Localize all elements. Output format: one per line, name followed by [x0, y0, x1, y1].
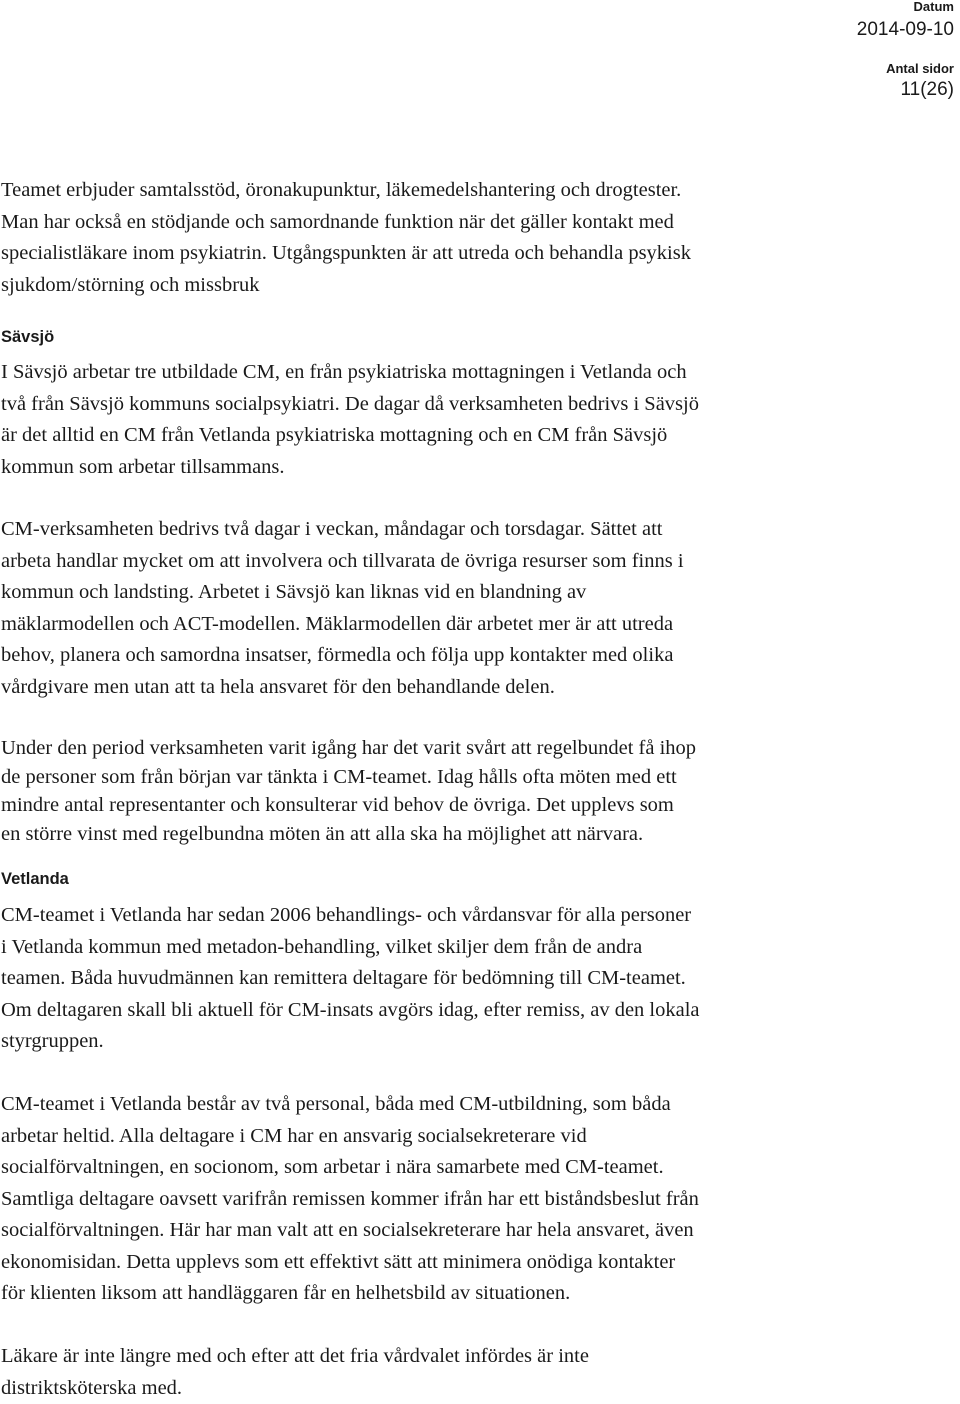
page-count-block [886, 62, 954, 99]
text-line: en större vinst med regelbundna möten än att alla ska ha möjlighet att närvara. [1, 820, 951, 849]
paragraph-vetlanda-doctors [1, 1341, 951, 1404]
text-line: Man har också en stödjande och samordnande funktion när det gäller kontakt med [1, 207, 951, 239]
text-line: socialförvaltningen, en socionom, som arbetar i nära samarbete med CM-teamet. [1, 1152, 951, 1184]
text-line: I Sävsjö arbetar tre utbildade CM, en från psykiatriska mottagningen i Vetlanda och [1, 357, 951, 389]
text-line: specialistläkare inom psykiatrin. Utgångspunkten är att utreda och behandla psykisk [1, 238, 951, 270]
text-line: arbeta handlar mycket om att involvera och tillvarata de övriga resurser som finns i [1, 546, 951, 578]
text-line: CM-verksamheten bedrivs två dagar i veckan, måndagar och torsdagar. Sättet att [1, 514, 951, 546]
date-value: 2014-09-10 [857, 20, 954, 39]
text-line: mäklarmodellen och ACT-modellen. Mäklarmodellen där arbetet mer är att utreda [1, 609, 951, 641]
text-line: Teamet erbjuder samtalsstöd, öronakupunktur, läkemedelshantering och drogtester. [1, 175, 951, 207]
text-line: CM-teamet i Vetlanda består av två personal, båda med CM-utbildning, som båda [1, 1089, 951, 1121]
text-line: vårdgivare men utan att ta hela ansvaret för den behandlande delen. [1, 672, 951, 704]
text-line: mindre antal representanter och konsulterar vid behov de övriga. Det upplevs som [1, 791, 951, 820]
date-block [857, 0, 954, 39]
text-line: ekonomisidan. Detta upplevs som ett effektivt sätt att minimera onödiga kontakter [1, 1247, 951, 1279]
text-line: CM-teamet i Vetlanda har sedan 2006 behandlings- och vårdansvar för alla personer [1, 900, 951, 932]
section-heading-vetlanda: Vetlanda [1, 870, 69, 889]
paragraph-savsjo-staff [1, 357, 951, 483]
text-line: Under den period verksamheten varit igång har det varit svårt att regelbundet få ihop [1, 734, 951, 763]
text-line: arbetar heltid. Alla deltagare i CM har en ansvarig socialsekreterare vid [1, 1121, 951, 1153]
text-line: Läkare är inte längre med och efter att det fria vårdvalet infördes är inte [1, 1341, 951, 1373]
paragraph-vetlanda-staff [1, 1089, 951, 1310]
text-line: teamen. Båda huvudmännen kan remittera deltagare för bedömning till CM-teamet. [1, 963, 951, 995]
text-line: för klienten liksom att handläggaren får en helhetsbild av situationen. [1, 1278, 951, 1310]
page-count-label: Antal sidor [886, 62, 954, 75]
paragraph-intro [1, 175, 951, 301]
text-line: är det alltid en CM från Vetlanda psykiatriska mottagning och en CM från Sävsjö [1, 420, 951, 452]
section-heading-savsjo: Sävsjö [1, 328, 54, 347]
paragraph-savsjo-meetings [1, 734, 951, 848]
page-count-value: 11(26) [886, 80, 954, 99]
text-line: de personer som från början var tänkta i CM-teamet. Idag hålls ofta möten med ett [1, 763, 951, 792]
text-line: i Vetlanda kommun med metadon-behandling, vilket skiljer dem från de andra [1, 932, 951, 964]
text-line: Samtliga deltagare oavsett varifrån remissen kommer ifrån har ett biståndsbeslut från [1, 1184, 951, 1216]
text-line: två från Sävsjö kommuns socialpsykiatri. De dagar då verksamheten bedrivs i Sävsjö [1, 389, 951, 421]
text-line: styrgruppen. [1, 1026, 951, 1058]
text-line: kommun som arbetar tillsammans. [1, 452, 951, 484]
text-line: Om deltagaren skall bli aktuell för CM-insats avgörs idag, efter remiss, av den lokala [1, 995, 951, 1027]
text-line: socialförvaltningen. Här har man valt att en socialsekreterare har hela ansvaret, även [1, 1215, 951, 1247]
paragraph-vetlanda-intro [1, 900, 951, 1058]
text-line: sjukdom/störning och missbruk [1, 270, 951, 302]
paragraph-savsjo-method [1, 514, 951, 704]
text-line: behov, planera och samordna insatser, förmedla och följa upp kontakter med olika [1, 640, 951, 672]
date-label: Datum [857, 0, 954, 13]
text-line: kommun och landsting. Arbetet i Sävsjö kan liknas vid en blandning av [1, 577, 951, 609]
text-line: distriktsköterska med. [1, 1373, 951, 1404]
